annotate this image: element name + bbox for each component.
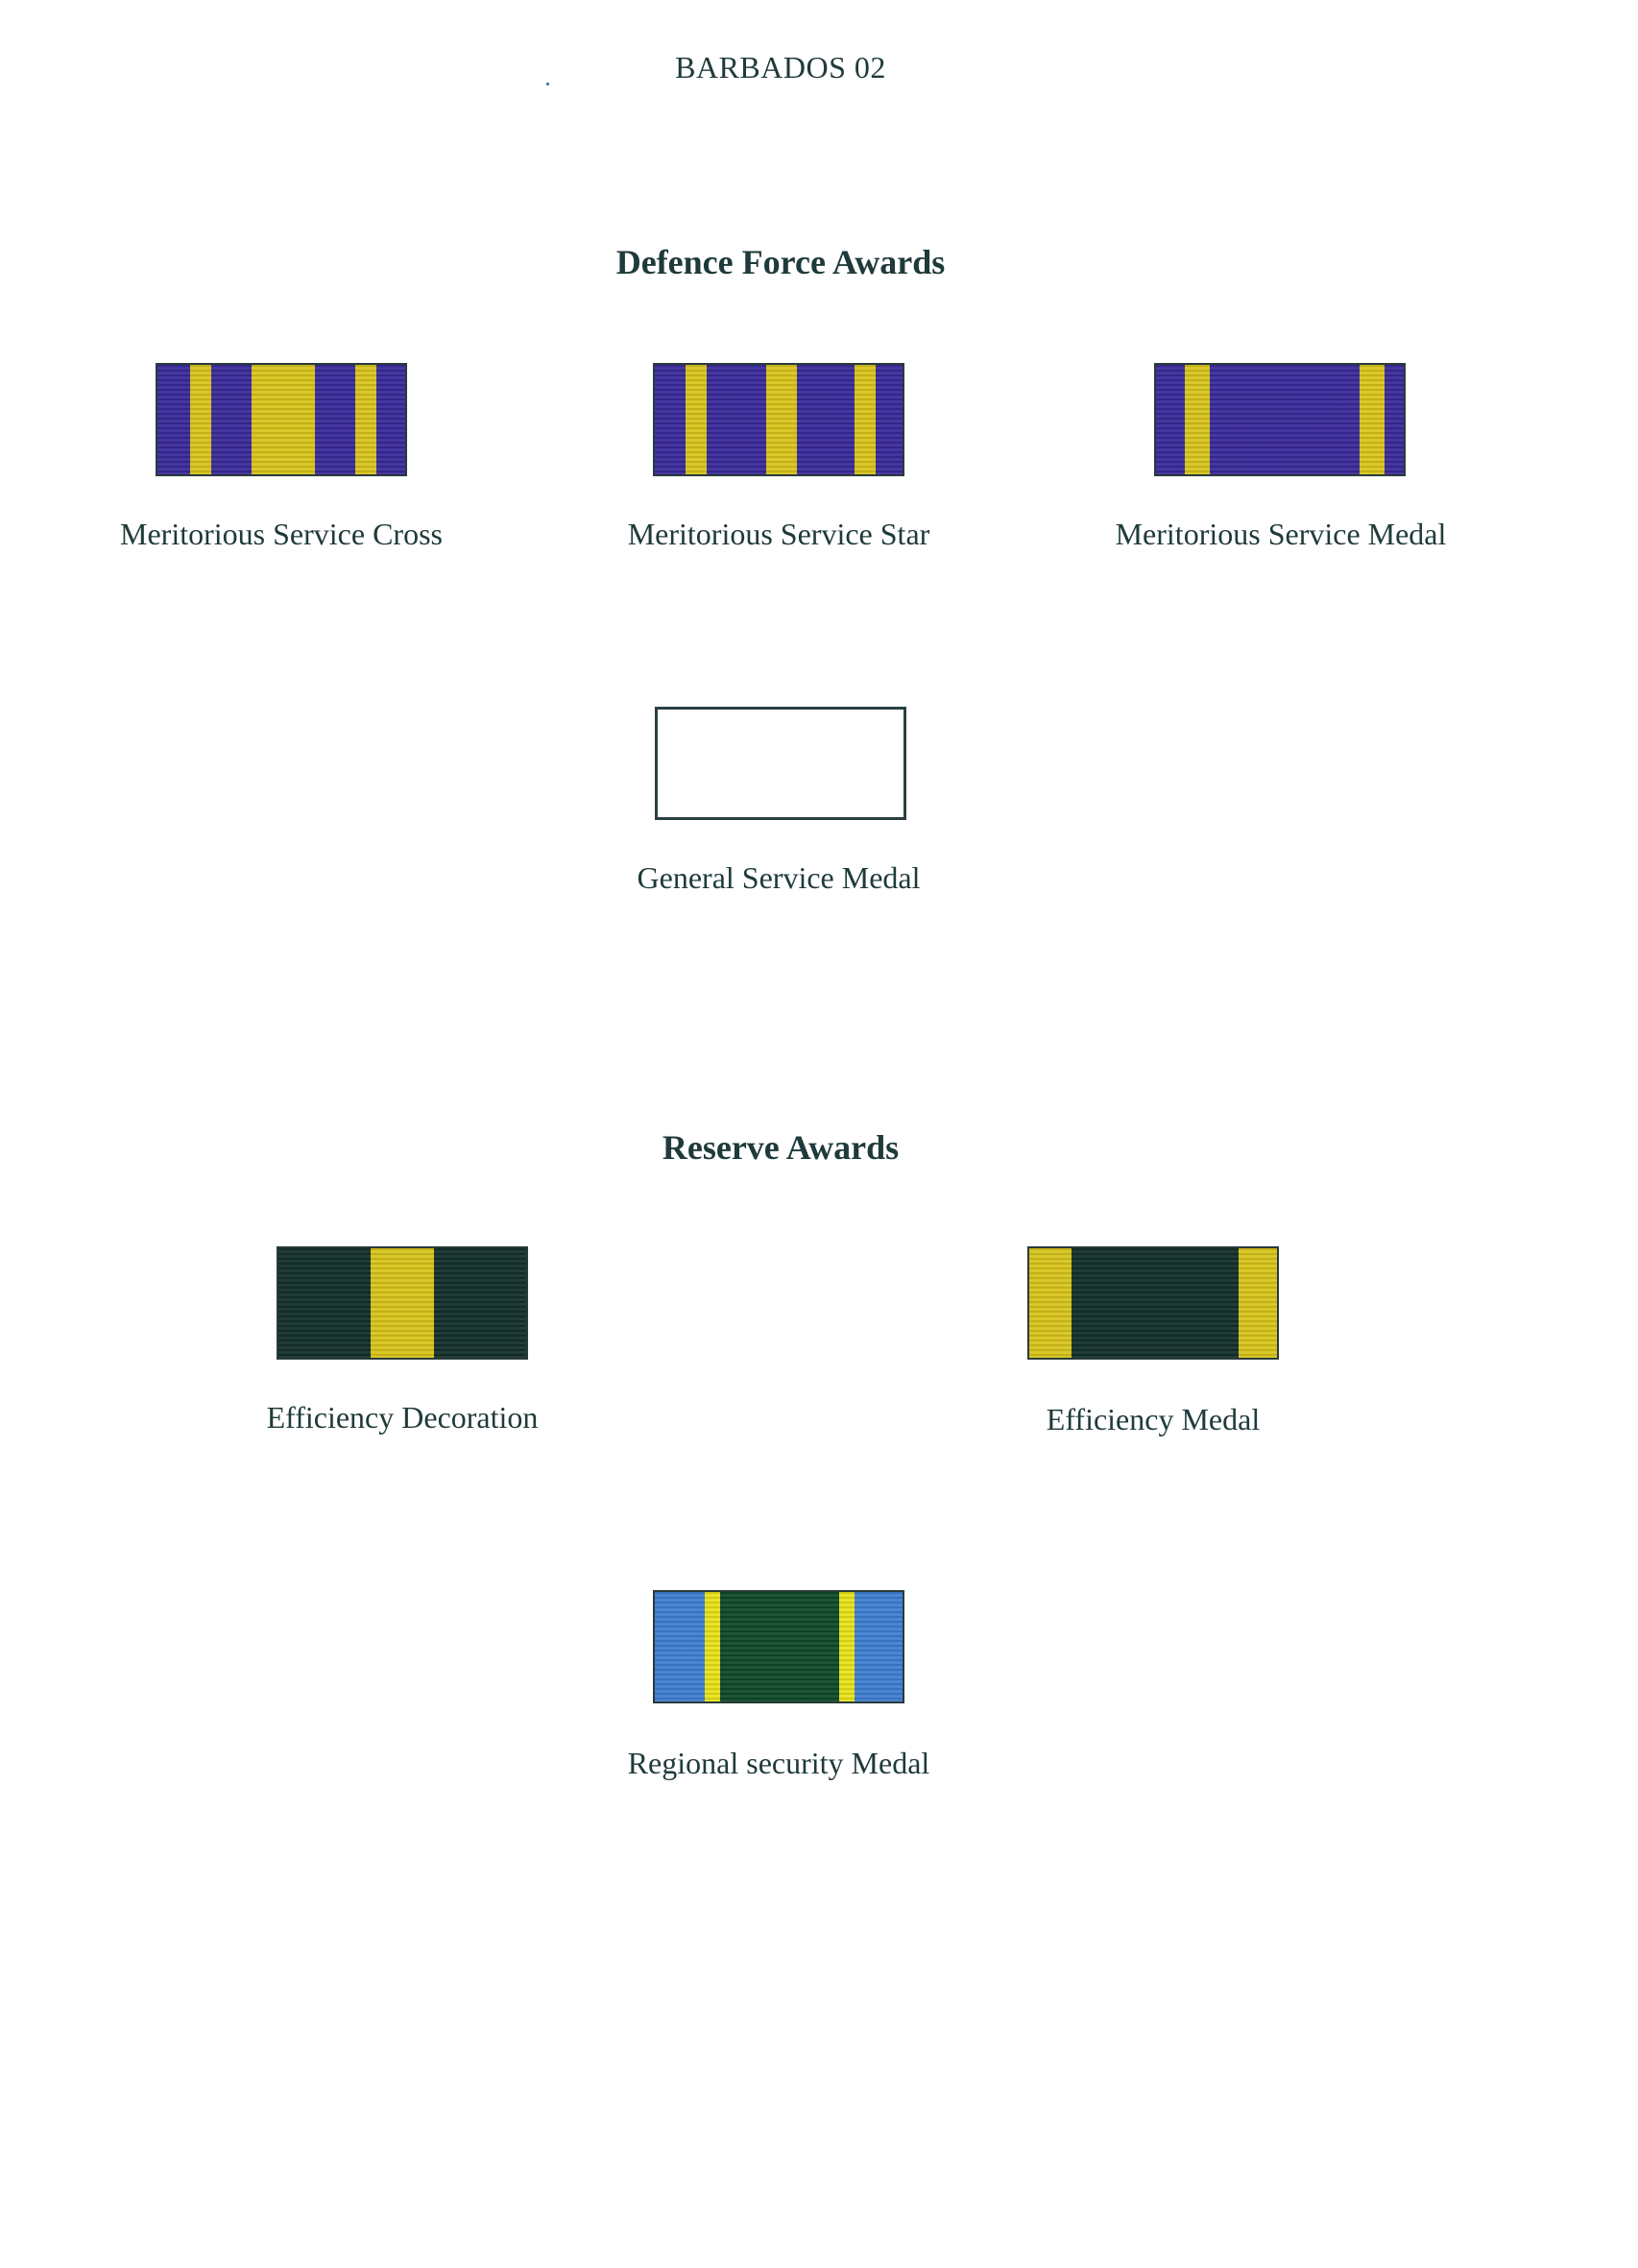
ribbon-stripe	[1239, 1248, 1279, 1358]
section-title-reserve-awards: Reserve Awards	[662, 1128, 900, 1167]
caption-meritorious-service-medal: Meritorious Service Medal	[1115, 517, 1447, 551]
ribbon-stripe	[1360, 365, 1385, 474]
page-title: BARBADOS 02	[675, 50, 886, 84]
caption-meritorious-service-star: Meritorious Service Star	[627, 517, 930, 551]
ribbon-meritorious-service-star	[653, 363, 904, 476]
ribbon-stripe	[839, 1592, 855, 1701]
ribbon-stripe	[855, 1592, 904, 1701]
ribbon-stripe	[705, 1592, 720, 1701]
caption-efficiency-decoration: Efficiency Decoration	[266, 1400, 539, 1435]
ribbon-stripe	[1029, 1248, 1072, 1358]
ribbon-stripe	[855, 365, 876, 474]
ribbon-efficiency-decoration	[277, 1246, 528, 1360]
caption-general-service-medal: General Service Medal	[637, 860, 921, 895]
ribbon-stripe	[252, 365, 315, 474]
caption-meritorious-service-cross: Meritorious Service Cross	[120, 517, 443, 551]
ribbon-stripe	[371, 1248, 434, 1358]
ribbon-regional-security-medal	[653, 1590, 904, 1703]
ribbon-stripe	[190, 365, 211, 474]
ribbon-stripe	[1185, 365, 1210, 474]
ribbon-stripe	[655, 1592, 705, 1701]
caption-regional-security-medal: Regional security Medal	[627, 1746, 930, 1780]
ribbon-efficiency-medal	[1027, 1246, 1279, 1360]
ribbon-stripe	[766, 365, 797, 474]
caption-efficiency-medal: Efficiency Medal	[1046, 1402, 1261, 1436]
ribbon-general-service-medal-placeholder	[655, 707, 906, 820]
ribbon-stripe	[355, 365, 376, 474]
ribbon-stripe	[686, 365, 707, 474]
ribbon-meritorious-service-medal	[1154, 363, 1406, 476]
ribbon-meritorious-service-cross	[156, 363, 407, 476]
section-title-defence-force-awards: Defence Force Awards	[615, 243, 946, 281]
